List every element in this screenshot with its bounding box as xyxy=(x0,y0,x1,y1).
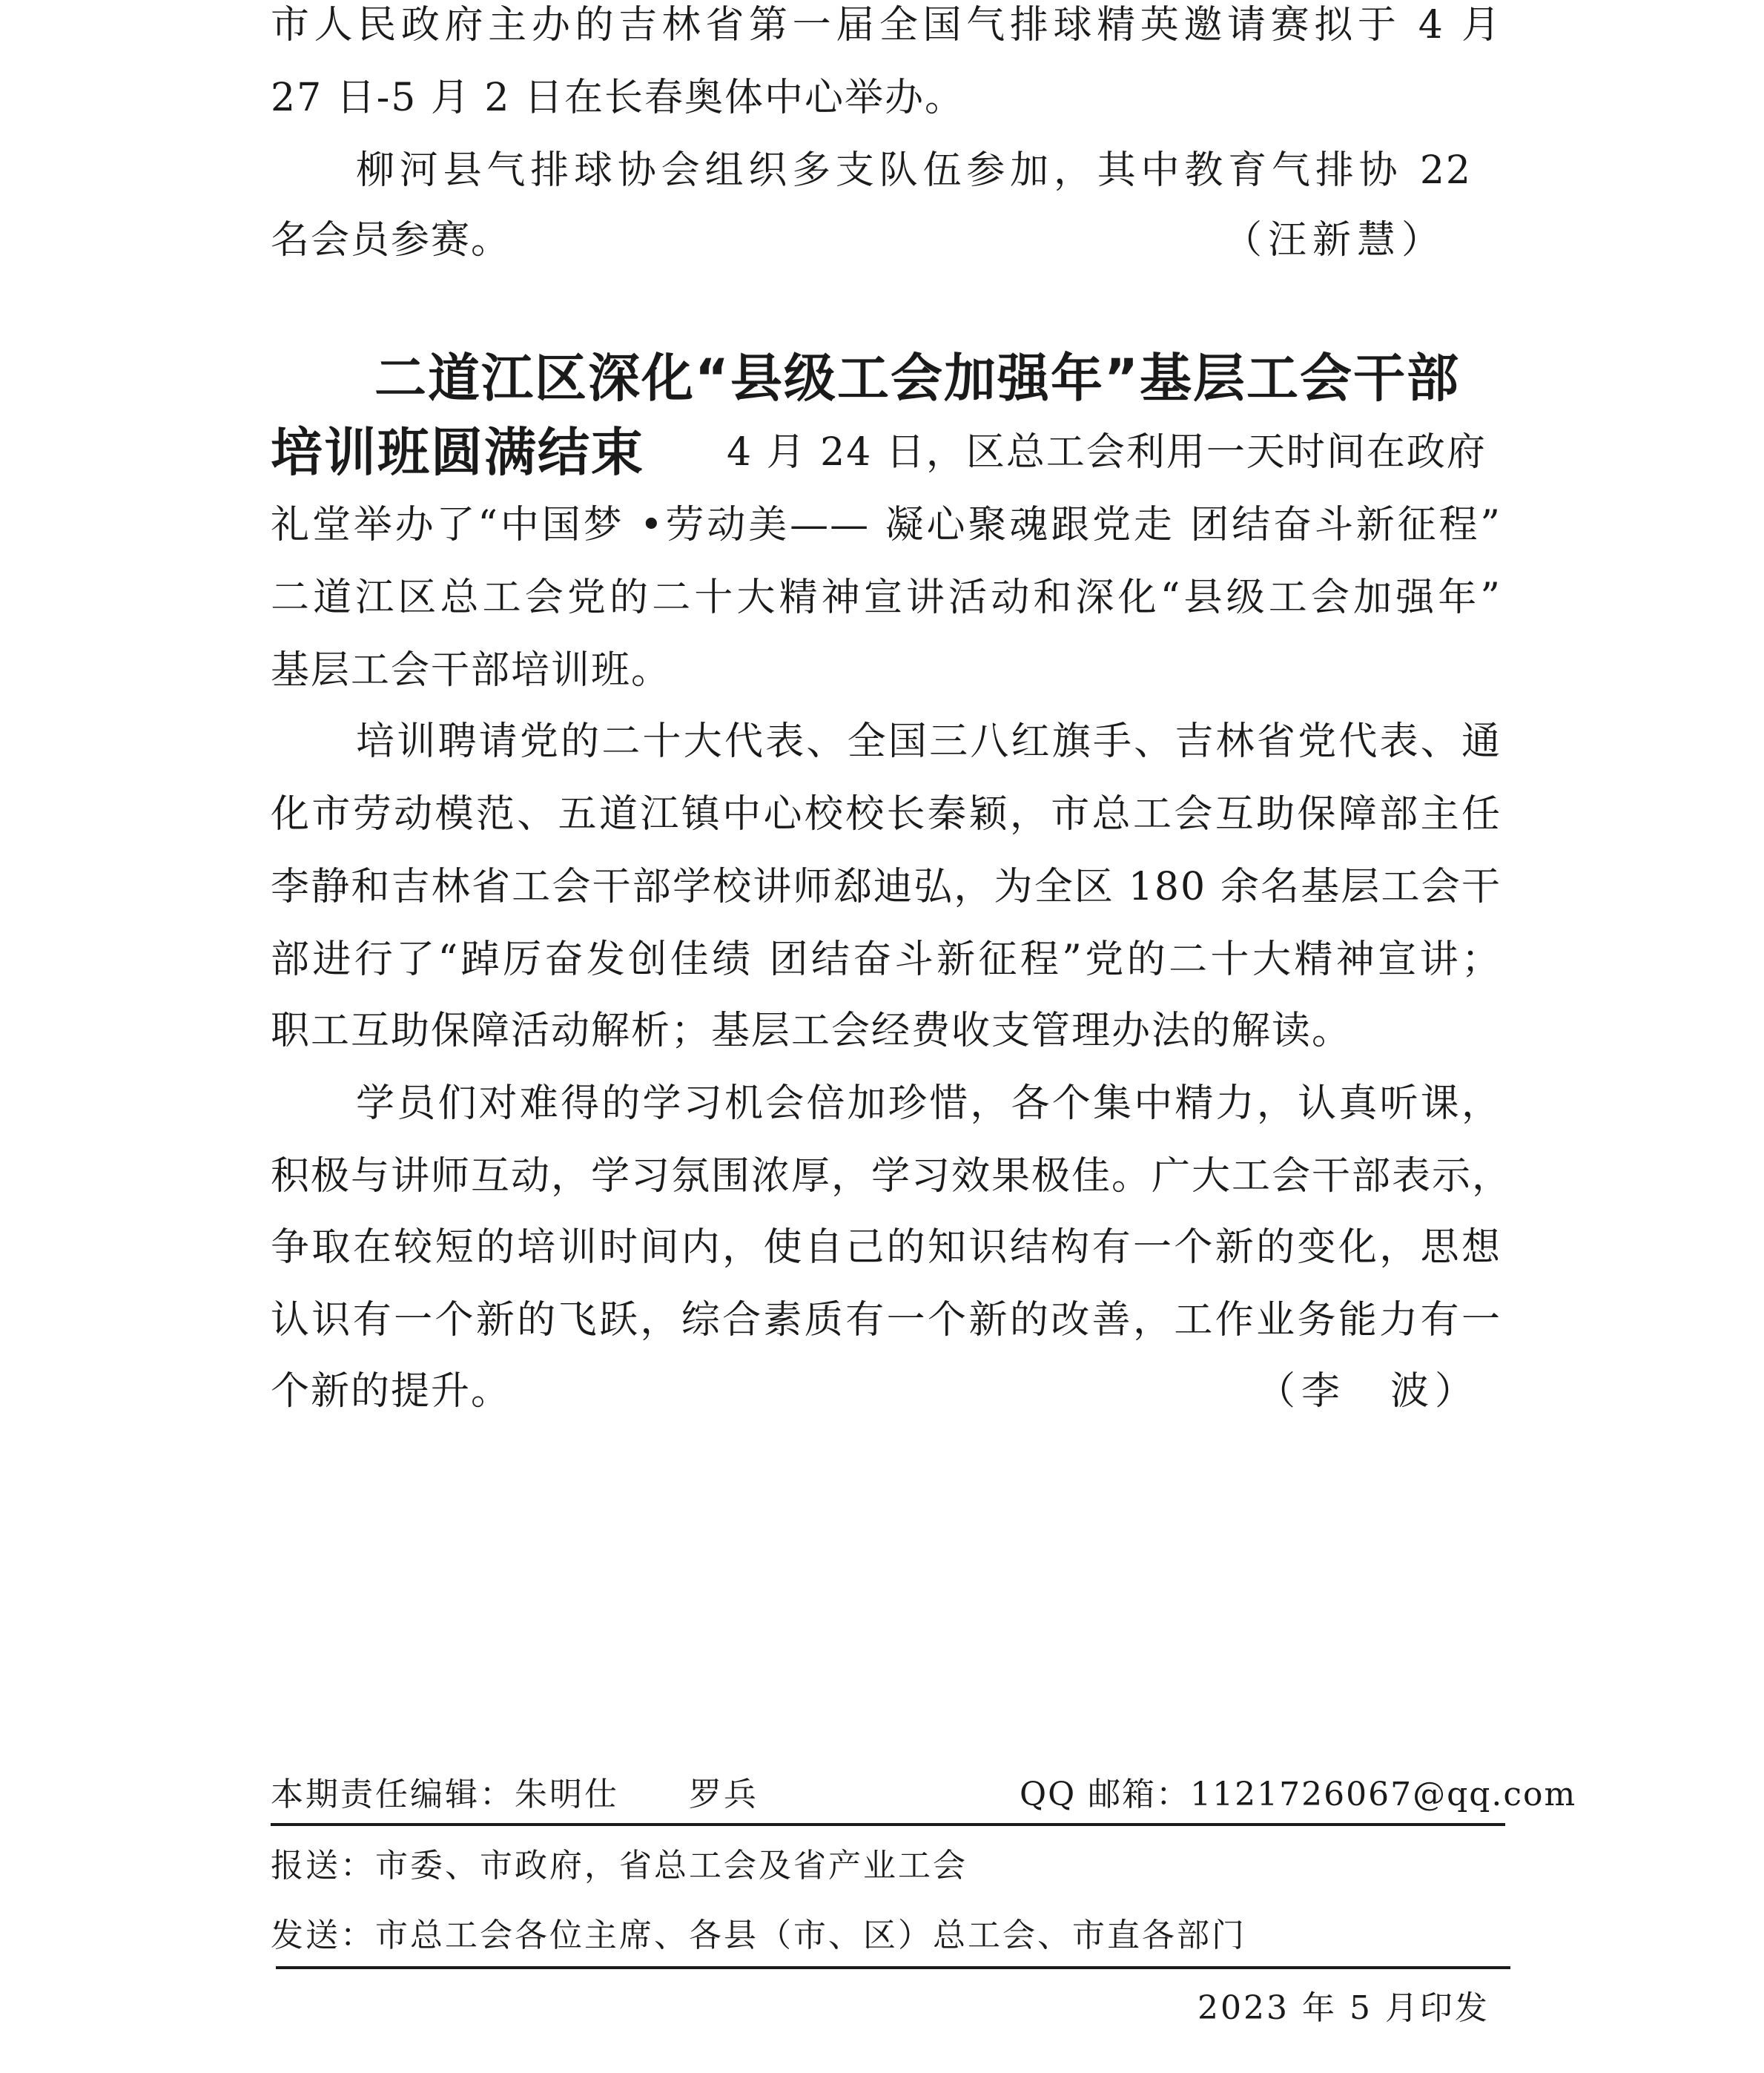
article2-title-line1: 二道江区深化“县级工会加强年”基层工会干部 xyxy=(374,348,1461,409)
article2-lead: 4 月 24 日，区总工会利用一天时间在政府 xyxy=(727,430,1487,475)
article2-p1-line: 礼堂举办了“中国梦 •劳动美—— 凝心聚魂跟党走 团结奋斗新征程” xyxy=(271,503,1502,547)
article1-author: （汪新慧） xyxy=(1223,218,1447,263)
article2-p1-line: 基层工会干部培训班。 xyxy=(271,648,672,693)
article2-p3-line: 争取在较短的培训时间内，使自己的知识结构有一个新的变化，思想 xyxy=(271,1225,1502,1270)
article2-p2-line: 部进行了“踔厉奋发创佳绩 团结奋斗新征程”党的二十大精神宣讲； xyxy=(271,937,1502,982)
article2-p2-line: 李静和吉林省工会干部学校讲师郄迪弘，为全区 180 余名基层工会干 xyxy=(271,865,1502,909)
article2-p1-line: 二道江区总工会党的二十大精神宣讲活动和深化“县级工会加强年” xyxy=(271,576,1502,620)
article1-line2: 27 日-5 月 2 日在长春奥体中心举办。 xyxy=(271,76,965,120)
footer-email: QQ 邮箱：1121726067@qq.com xyxy=(1020,1776,1577,1813)
article2-title-line2: 培训班圆满结束 xyxy=(271,422,644,483)
footer-rule-bottom xyxy=(276,1966,1510,1969)
footer-editors: 本期责任编辑：朱明仕 罗兵 xyxy=(271,1776,759,1813)
article1-line4: 名会员参赛。 xyxy=(271,218,512,263)
article2-p2-line: 职工互助保障活动解析；基层工会经费收支管理办法的解读。 xyxy=(271,1009,1352,1053)
article2-p2-line: 化市劳动模范、五道江镇中心校校长秦颖，市总工会互助保障部主任 xyxy=(271,792,1502,837)
article2-p3-line: 认识有一个新的飞跃，综合素质有一个新的改善，工作业务能力有一 xyxy=(271,1298,1502,1342)
article2-p3-line: 个新的提升。 xyxy=(271,1369,512,1414)
article1-line3: 柳河县气排球协会组织多支队伍参加，其中教育气排协 22 xyxy=(356,148,1472,193)
article2-p3-line: 积极与讲师互动，学习氛围浓厚，学习效果极佳。广大工会干部表示， xyxy=(271,1154,1513,1199)
article2-p2-line: 培训聘请党的二十大代表、全国三八红旗手、吉林省党代表、通 xyxy=(356,719,1502,764)
footer-report-to: 报送：市委、市政府，省总工会及省产业工会 xyxy=(271,1847,968,1885)
article2-p3-line: 学员们对难得的学习机会倍加珍惜，各个集中精力，认真听课， xyxy=(356,1081,1502,1126)
article2-author: （李 波） xyxy=(1257,1369,1480,1414)
footer-print-date: 2023 年 5 月印发 xyxy=(1198,1989,1490,2027)
article1-line1: 市人民政府主办的吉林省第一届全国气排球精英邀请赛拟于 4 月 xyxy=(271,3,1502,47)
footer-rule-top xyxy=(271,1823,1505,1826)
footer-send-to: 发送：市总工会各位主席、各县（市、区）总工会、市直各部门 xyxy=(271,1917,1246,1954)
